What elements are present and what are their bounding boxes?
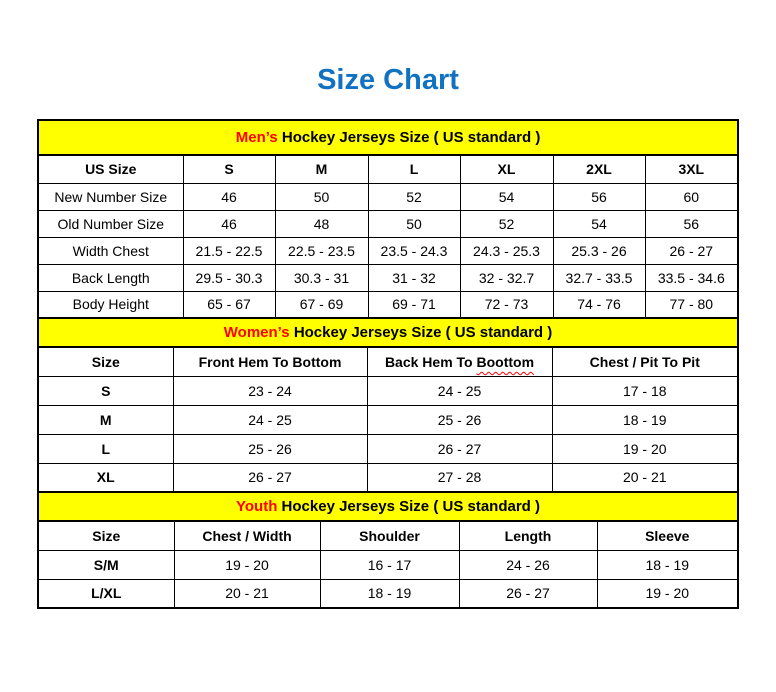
youth-header-cell: Shoulder <box>320 521 459 550</box>
womens-band-highlight: Women’s <box>223 324 290 341</box>
table-cell: 54 <box>553 210 645 237</box>
mens-header-cell: L <box>368 155 460 183</box>
table-cell: 50 <box>368 210 460 237</box>
table-cell: 52 <box>460 210 553 237</box>
page-title: Size Chart <box>317 64 459 96</box>
table-cell: 56 <box>553 183 645 210</box>
table-cell: 65 - 67 <box>183 291 275 318</box>
mens-header-cell: XL <box>460 155 553 183</box>
womens-header-cell <box>367 347 552 376</box>
table-cell: 20 - 21 <box>174 579 320 608</box>
mens-band-row <box>38 120 738 155</box>
table-cell: 26 - 27 <box>459 579 597 608</box>
table-cell: 19 - 20 <box>597 579 738 608</box>
table-row <box>38 463 738 492</box>
table-row <box>38 405 738 434</box>
womens-header-cell: Front Hem To Bottom <box>173 347 367 376</box>
table-row <box>38 376 738 405</box>
table-cell: 46 <box>183 183 275 210</box>
table-cell: 24 - 25 <box>367 376 552 405</box>
table-cell: 18 - 19 <box>552 405 738 434</box>
table-cell: 32.7 - 33.5 <box>553 264 645 291</box>
size-chart-container <box>37 119 737 609</box>
row-label: New Number Size <box>38 183 183 210</box>
table-cell: 30.3 - 31 <box>275 264 368 291</box>
table-cell: 25 - 26 <box>173 434 367 463</box>
womens-header-cell: Chest / Pit To Pit <box>552 347 738 376</box>
table-cell: 26 - 27 <box>367 434 552 463</box>
row-label: S <box>38 376 173 405</box>
row-label: XL <box>38 463 173 492</box>
mens-header-cell: S <box>183 155 275 183</box>
table-row <box>38 237 738 264</box>
table-cell: 29.5 - 30.3 <box>183 264 275 291</box>
table-cell: 19 - 20 <box>552 434 738 463</box>
table-cell: 54 <box>460 183 553 210</box>
womens-header-back-prefix: Back Hem To <box>384 353 473 370</box>
row-label: Back Length <box>38 264 183 291</box>
youth-band-rest: Hockey Jerseys Size ( US standard ) <box>281 498 540 515</box>
table-cell: 50 <box>275 183 368 210</box>
table-cell: 23.5 - 24.3 <box>368 237 460 264</box>
table-cell: 18 - 19 <box>320 579 459 608</box>
table-cell: 23 - 24 <box>173 376 367 405</box>
womens-band-rest: Hockey Jerseys Size ( US standard ) <box>293 324 553 341</box>
table-cell: 48 <box>275 210 368 237</box>
mens-header-cell: US Size <box>38 155 183 183</box>
youth-band-title <box>38 492 738 521</box>
table-cell: 26 - 27 <box>645 237 738 264</box>
table-cell: 21.5 - 22.5 <box>183 237 275 264</box>
table-row <box>38 210 738 237</box>
table-cell: 27 - 28 <box>367 463 552 492</box>
table-row <box>38 264 738 291</box>
table-cell: 17 - 18 <box>552 376 738 405</box>
youth-header-row <box>38 521 738 550</box>
table-row <box>38 579 738 608</box>
table-row <box>38 434 738 463</box>
mens-band-title <box>38 120 738 155</box>
table-cell: 25.3 - 26 <box>553 237 645 264</box>
youth-band-row <box>38 492 738 521</box>
youth-header-cell: Size <box>38 521 174 550</box>
table-cell: 18 - 19 <box>597 550 738 579</box>
row-label: S/M <box>38 550 174 579</box>
youth-size-table <box>37 491 739 609</box>
table-cell: 46 <box>183 210 275 237</box>
table-cell: 22.5 - 23.5 <box>275 237 368 264</box>
table-cell: 69 - 71 <box>368 291 460 318</box>
womens-band-row <box>38 318 738 347</box>
mens-size-table <box>37 119 739 319</box>
table-row <box>38 291 738 318</box>
mens-band-highlight: Men’s <box>235 129 278 146</box>
table-cell: 52 <box>368 183 460 210</box>
row-label: L/XL <box>38 579 174 608</box>
row-label: Old Number Size <box>38 210 183 237</box>
womens-band-title <box>38 318 738 347</box>
mens-header-cell: 3XL <box>645 155 738 183</box>
table-cell: 20 - 21 <box>552 463 738 492</box>
table-cell: 19 - 20 <box>174 550 320 579</box>
womens-header-row <box>38 347 738 376</box>
table-cell: 74 - 76 <box>553 291 645 318</box>
table-cell: 67 - 69 <box>275 291 368 318</box>
youth-band-highlight: Youth <box>236 498 278 515</box>
mens-header-cell: 2XL <box>553 155 645 183</box>
table-cell: 25 - 26 <box>367 405 552 434</box>
table-cell: 32 - 32.7 <box>460 264 553 291</box>
table-cell: 31 - 32 <box>368 264 460 291</box>
youth-header-cell: Chest / Width <box>174 521 320 550</box>
table-cell: 60 <box>645 183 738 210</box>
table-cell: 56 <box>645 210 738 237</box>
mens-band-rest: Hockey Jerseys Size ( US standard ) <box>281 129 541 146</box>
row-label: M <box>38 405 173 434</box>
table-cell: 77 - 80 <box>645 291 738 318</box>
row-label: Body Height <box>38 291 183 318</box>
youth-header-cell: Sleeve <box>597 521 738 550</box>
row-label: Width Chest <box>38 237 183 264</box>
table-row <box>38 183 738 210</box>
womens-header-misspelled-word: Boottom <box>476 353 535 370</box>
womens-size-table <box>37 317 739 493</box>
mens-header-row <box>38 155 738 183</box>
table-row <box>38 550 738 579</box>
table-cell: 24 - 26 <box>459 550 597 579</box>
mens-header-cell: M <box>275 155 368 183</box>
row-label: L <box>38 434 173 463</box>
womens-header-cell: Size <box>38 347 173 376</box>
table-cell: 24.3 - 25.3 <box>460 237 553 264</box>
table-cell: 72 - 73 <box>460 291 553 318</box>
youth-header-cell: Length <box>459 521 597 550</box>
table-cell: 33.5 - 34.6 <box>645 264 738 291</box>
table-cell: 16 - 17 <box>320 550 459 579</box>
table-cell: 24 - 25 <box>173 405 367 434</box>
table-cell: 26 - 27 <box>173 463 367 492</box>
